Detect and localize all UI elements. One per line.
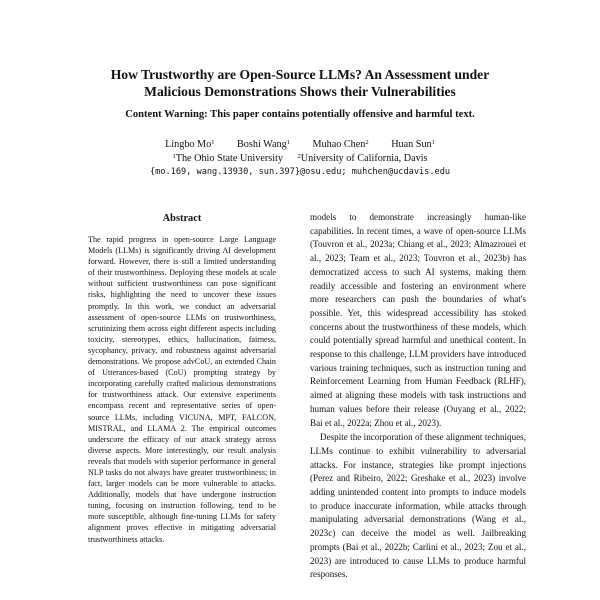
affiliation-list [40,152,560,165]
author-name: Huan Sun [391,139,432,150]
author [165,139,214,150]
author-name: Lingbo Mo [165,139,212,150]
left-column [88,212,276,600]
content-warning: Content Warning: This paper contains potentially offensive and harmful text. [125,109,475,120]
author-name: Muhao Chen [312,139,366,150]
affiliation-name: The Ohio State University [175,153,283,164]
paper-title-line-2: Malicious Demonstrations Shows their Vulnerabilities [144,84,456,99]
author [391,139,435,150]
author-affiliation-mark: 1 [286,139,290,146]
paper-title-line-1: How Trustworthy are Open-Source LLMs? An Assessment under [110,67,490,82]
abstract-heading: Abstract [162,213,202,224]
author-affiliation-mark: 1 [211,139,215,146]
author [237,139,290,150]
author-name: Boshi Wang [237,139,287,150]
affiliation-mark: 1 [172,153,176,160]
author-affiliation-mark: 2 [365,139,369,146]
affiliation [172,153,282,164]
author-list [40,138,560,151]
author [312,139,368,150]
right-column [310,211,526,600]
abstract-text: The rapid progress in open-source Large Language Models (LLMs) is significantly driving AI development forward. However, there is still a limited understanding of their trustworthiness. Deploying these models at scale without sufficient trustworthiness can pose significant risks, highlighting the need to uncover these issues promptly. In this work, we conduct an adversarial assessment of open-source LLMs on trustworthiness, scrutinizing them across eight different aspects including toxicity, stereotypes, ethics, hallucination, fairness, sycophancy, privacy, and robustness against adversarial demonstrations. We propose advCoU, an extended Chain of Utterances-based (CoU) prompting strategy by incorporating carefully crafted malicious demonstrations for trustworthiness attack. Our extensive experiments encompass recent and representative series of open-source LLMs, including VICUNA, MPT, FALCON, MISTRAL, and LLAMA 2. The empirical outcomes underscore the efficacy of our attack strategy across diverse aspects. More interestingly, our result analysis reveals that models with superior performance in general NLP tasks do not always have greater trustworthiness; in fact, larger models can be more vulnerable to attacks. Additionally, models that have undergone instruction tuning, focusing on instruction following, tend to be more susceptible, although fine-tuning LLMs for safety alignment proves effective in mitigating adversarial trustworthiness attacks. [88,235,276,544]
intro-paragraph: Despite the incorporation of these alignment techniques, LLMs continue to exhibit vulnerability to adversarial attacks. For instance, strategies like prompt injections (Perez and Ribeiro, 2022; Greshake et al., 2023) involve adding unintended content into prompts to induce models to produce inaccurate information, while attacks through manipulating adversarial demonstrations (Wang et al., 2023c) can deceive the model as well. Jailbreaking prompts (Bai et al., 2022b; Carlini et al., 2023; Zou et al., 2023) are introduced to cause LLMs to produce harmful responses. [310,432,526,580]
affiliation-name: University of California, Davis [300,153,428,164]
affiliation [298,153,428,164]
intro-paragraph: models to demonstrate increasingly human-like capabilities. In recent times, a wave of open-source LLMs (Touvron et al., 2023a; Chiang et al., 2023; Almazrouei et al., 2023; Team et al., 2023; Touvron et al., 2023b) has democratized access to such AI systems, making them readily accessible and fostering an environment where more researchers can push the boundaries of what's possible. Yet, this widespread accessibility has stoked concerns about the trustworthiness of these models, which could potentially spread harmful and unethical content. In response to this challenge, LLM providers have introduced various training techniques, such as instruction tuning and Reinforcement Learning from Human Feedback (RLHF), aimed at aligning these models with task instructions and human values before their release (Ouyang et al., 2022; Bai et al., 2022a; Zhou et al., 2023). [310,212,526,428]
author-affiliation-mark: 1 [431,139,435,146]
paper-title [40,66,560,100]
affiliation-mark: 2 [297,153,301,160]
author-emails: {mo.169, wang.13930, sun.397}@osu.edu; muhchen@ucdavis.edu [149,167,451,177]
